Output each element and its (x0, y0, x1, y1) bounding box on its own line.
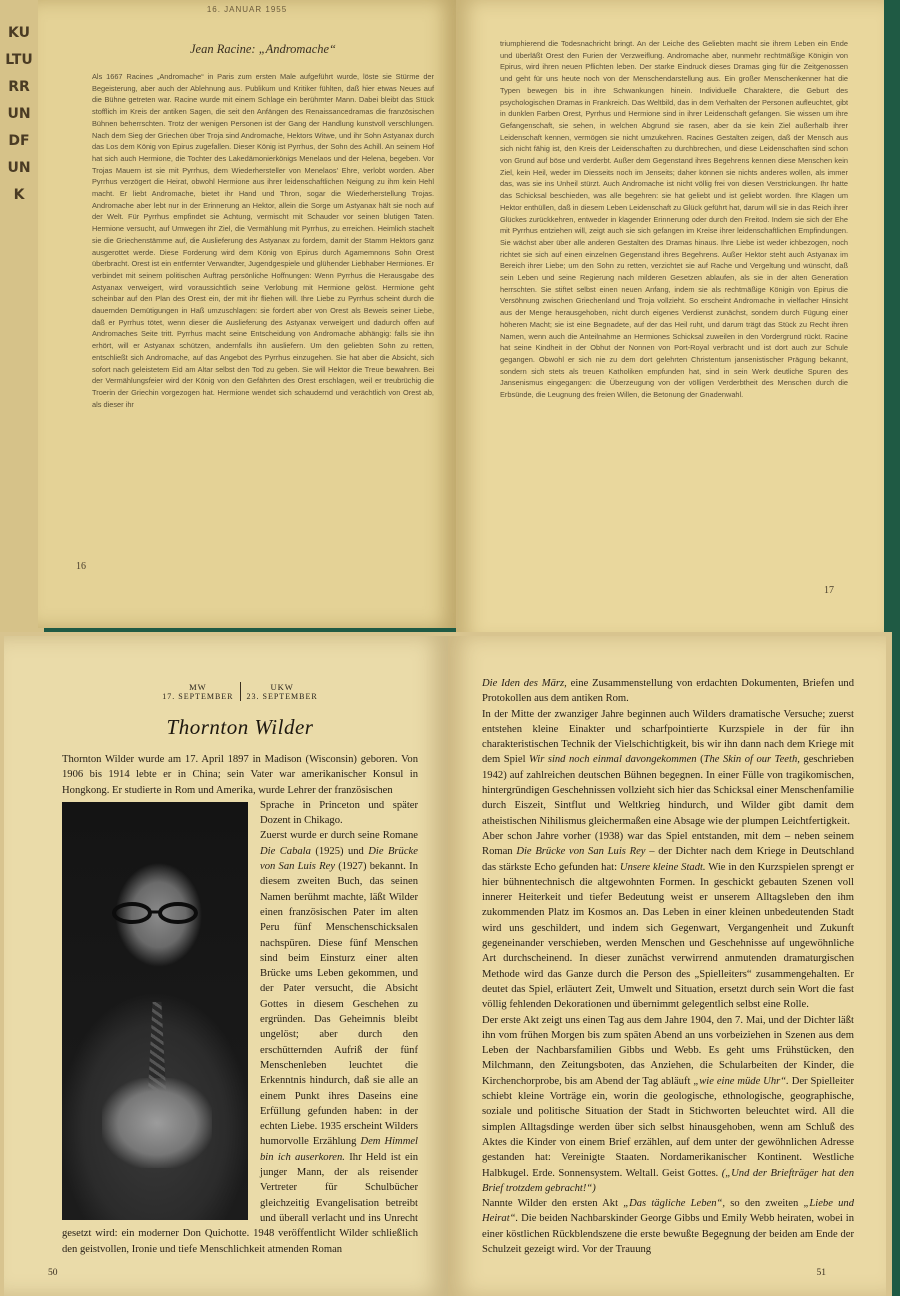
book-title: Wir sind noch einmal davongekommen (529, 754, 697, 766)
column-intro: Sprache in Princeton und später Dozent in Chikago. (260, 799, 418, 827)
book-title: Die Cabala (260, 845, 311, 857)
paragraph-iden-des-maerz (482, 676, 854, 707)
lead-paragraph: Thornton Wilder wurde am 17. April 1897 in Madison (Wisconsin) geboren. Von 1906 bis 1914 lebte er in China; sein Vater war amerikanischer Konsul in Hongkong. Er studierte in Rom und Amerika, wurde Lehrer der französischen (62, 754, 418, 796)
quote: „wie eine müde Uhr“. (693, 1075, 789, 1087)
text-run: Aber schon Jahre vorher (1938) war das Spiel entstanden, mit dem – neben seinem Roman (482, 830, 854, 858)
book-title: Unsere kleine Stadt. (619, 861, 706, 873)
text-run: (1927) bekannt. In diesem zweiten Buch, das seinen Namen berühmt machte, läßt Wilder einen französischen Pater im alten Peru fünf Menschenschicksalen nachspüren. Diese fünf Menschen sind beim Einsturz einer alten Brücke ums Leben gekommen, und der Pater versucht, die Absicht Gottes in diesem Geschehen zu ergründen. Das Geheimnis bleibt ungelöst; aber durch den erschütternden Aufriß der fünf Menschenleben leuchtet die Erkenntnis hindurch, daß sie alle an einem Punkt ihres Daseins eine Erfüllung gefunden haben: in der echten Liebe. 1935 erscheint Wilders humorvolle Erzählung (260, 861, 418, 1148)
text-run: In der Mitte der zwanziger Jahre beginnen auch Wilders dramatische Versuche; zuerst entstehen kleine Einakter und scharfpointierte Kurzspiele in der für ihn charakteristischen Technik der Vielschichtigkeit, bis wir ihn dann nach dem Kriege mit dem Spiel (482, 708, 854, 766)
book-title: Dem Himmel bin ich auserkoren. (260, 1136, 418, 1163)
quote: („Und der Briefträger hat den Brief trotzdem gebracht!“) (482, 1167, 854, 1194)
hands-shape (102, 1078, 212, 1168)
paragraph-kleine-stadt (482, 829, 854, 1013)
paragraph-dramas (482, 707, 854, 829)
quote: „Das tägliche Leben“, (623, 1198, 726, 1210)
page-number-16: 16 (76, 561, 86, 572)
text-run: Der erste Akt zeigt uns einen Tag aus dem Jahre 1904, den 7. Mai, und der Dichter läßt ihn vom frühen Morgen bis zum späten Abend an uns vorbeiziehen in Szenen aus dem Leben der Nachbarsfamilien Gibbs und Webb. Es geht ums Frühstücken, den Milchmann, den Zeitungsboten, das Anziehen, die Schularbeiten der Kinder, die Kirchenchorprobe, bis am Abend der Tag abläuft (482, 1014, 854, 1087)
article-text-page-16: Als 1667 Racines „Andromache“ in Paris zum ersten Male aufgeführt wurde, löste sie Stürme der Begeisterung, aber auch der Ablehnung aus. Publikum und Kritiker fühlten, daß hier etwas Neues auf die Bühne getreten war. Racine wurde mit einem Schlage ein berühmter Mann. Dabei bleibt das Stück stofflich im Kreis der antiken Sagen, die seit den Anfängen des Renaissancedramas die französischen Bühnen beherrschten. Trotz der wenigen Personen ist der Gang der Handlung kunstvoll verschlungen. Nach dem Sieg der Griechen über Troja sind Andromache, Hektors Witwe, und ihr Sohn Astyanax durch das Los dem König von Epirus zugefallen. Dieser König ist Pyrrhus, der Sohn des Achill. An seinem Hof hat sich auch Hermione, die Tochter des Lakedämonierkönigs Menelaos und der Helena, begeben. Vor Trojas Mauern ist sie mit Pyrrhus, dem Wiederhersteller von Menelaos' Ehre, verlobt worden. Aber Pyrrhus verzögert die Heirat, obwohl Hermione aus ihrer leidenschaftlichen Neigung zu ihm kein Hehl macht. Er liebt Andromache, bietet ihr Hand und Thron, sogar die Wiederherstellung Trojas. Andromache aber lebt nur in der Erinnerung an Hektor, allein die Sorge um Astyanax hält sie noch auf der Welt. Für Pyrrhus empfindet sie Achtung, vermischt mit Schauder vor seinen blutigen Taten. Hermione versucht, auf Umwegen ihr Ziel, die Vermählung mit Pyrrhus, zu erreichen. Heimlich stachelt sie die Griechenstämme auf, die Auslieferung des Astyanax zu fordern, damit der Stamm Hektors ganz ausgerottet werde. Diese Forderung wird dem König von Epirus durch Agamemnons Sohn Orest überbracht. Orest ist ein entfernter Verwandter, Jugendgespiele und glühender Liebhaber Hermiones. Er verbindet mit seinem politischen Auftrag persönliche Hoffnungen: Wenn Pyrrhus die Herausgabe des Astyanax verweigert, wird voraussichtlich seine Verlobung mit Hermione gelöst. Hermione geht scheinbar auf den Plan des Orest ein, der mit ihr fliehen will. Ihre Liebe zu Pyrrhus scheint durch die dauernden Demütigungen in Haß umzuschlagen: sie fordert aber von Orest als Beweis seiner Liebe, daß er Pyrrhus tötet, wenn dieser die Auslieferung des Astyanax verweigert und dadurch offen auf Andromaches Seite tritt. Pyrrhus macht seine Entscheidung von Andromache abhängig: falls sie ihn erhört, will er Astyanax schützen, andernfalls ihn ausliefern. Um den geliebten Sohn zu retten, entschließt sich Andromache, auf das Angebot des Pyrrhus einzugehen. Sie hat aber die Absicht, sich sofort nach geleistetem Eid am Altar selbst den Tod zu geben. Sie will Hektor die Treue bewahren. Bei der Vermählungsfeier wird der König von den Gefährten des Orest erschlagen, weil er treubrüchig die Troerin der Griechin vorgezogen hat. Hermione wendet sich schaudernd und verächtlich von Orest ab, als dieser ihr (92, 72, 434, 409)
text-run: Nannte Wilder den ersten Akt (482, 1198, 619, 1210)
paragraph-erster-akt (482, 1013, 854, 1197)
wilder-portrait-photo (62, 802, 248, 1220)
book-title: Die Brücke von San Luis Rey (516, 846, 646, 858)
text-run: Wie in den Kurzspielen sprengt er hier bühnentechnisch die altgewohnten Formen. In geschickt gebauten Szenen voll innerer Heiterkeit und tiefer Bedeutung weist er unserem Alltagsleben den ihm zukommenden Platz im Kosmos an. Das Leben in einer kleinen unbedeutenden Stadt wird uns geschildert, und indem sich Gegenwart, Vergangenheit und Zukunft gegeneinander verschieben, werden Menschen und Geschehnisse auf ungewöhnliche Art durchscheinend. In dieser zunächst verwirrend anmutenden dramaturgischen Methode wird das Ganze durch die Person des „Spielleiters“ zusammengehalten. Er deutet das Spiel, erläutert Zeit, Umwelt und Situation, ersetzt durch sein Wort die fast völlig fehlenden Dekorationen und übernimmt gelegentlich selbst eine Rolle. (482, 861, 854, 1011)
station-date: 23. SEPTEMBER (246, 692, 318, 701)
station-abbr: UKW (270, 682, 294, 692)
page-number-50: 50 (48, 1268, 58, 1278)
station-mw (156, 682, 239, 701)
article-title-wilder: Thornton Wilder (166, 715, 314, 739)
page-number-51: 51 (816, 1268, 826, 1278)
text-run: so den zweiten (730, 1198, 799, 1210)
text-run: – der Dichter nach dem Kriege in Deutschland das stärkste Echo gefunden hat: (482, 846, 854, 873)
text-run: Zuerst wurde er durch seine Romane (260, 830, 418, 842)
text-run: Die beiden Nachbarskinder George Gibbs und Emily Webb heiraten, wobei in einer köstlichen Rückblendszene die erste bewußte Begegnung der beiden am Ende der Schulzeit gezeigt wird. Vor der Trauung (482, 1213, 854, 1255)
page-50 (4, 636, 448, 1296)
text-with-portrait (62, 798, 418, 1257)
station-ukw (241, 682, 324, 701)
article-text-page-17: triumphierend die Todesnachricht bringt. An der Leiche des Geliebten macht sie ihrem Leben ein Ende und überläßt Orest den Furien der Verzweiflung. Andromache aber, nunmehr rechtmäßige Königin von Epirus, wird ihren neuen Pflichten leben. Der starke Eindruck dieses Dramas ging für die Zeitgenossen und geht für uns heute noch von der Menschendarstellung aus. Ein großer Menschenkenner hat die Typen bewegen bis in ihre Schwankungen hinein. Individuelle Charaktere, die Geburt des psychologischen Dramas in Frankreich. Das Weltbild, das in dem Verhalten der Personen aufleuchtet, gibt in dunklen Farben Orest, Pyrrhus und Hermione sind in ihrer Leidenschaft gefangen. Sie wissen um ihre Gefangenschaft, sie sehen, in welchen Abgrund sie rasen, aber da sie kein Ziel außerhalb ihrer Leidenschaft kennen, vermögen sie nicht umzukehren. Racines Gestalten zeigen, daß der Mensch aus sich nicht fähig ist, den Kreis der Leidenschaften zu durchbrechen, und diese Leidenschaften sind schon von Grund auf böse und verderbt. Außer dem Gegenstand ihres Begehrens kennen diese Menschen kein Ziel, kein Heil, weder im Diesseits noch im Jenseits; daher können sie nichts anderes wollen, als immer das, was sie ins Unheil stürzt. Auch Andromache ist nicht völlig frei von diesen Verstrickungen. Ihr hatte das Schicksal beschieden, was alle begehren: sie hat geliebt und ist geliebt worden. Ihre Klagen um Hektor enthüllen, daß in diesem Leben Leidenschaft zu Glück geführt hat, darum will sie in das Reich ihrer Glückes zurückkehren, entweder in klagender Erinnerung oder durch den Freitod. Indem sie sich der Ehe mit Pyrrhus entziehen will, zeigt auch sie sich gefangen im Kreise ihrer leidenschaftlichen Empfindungen. Sie wächst aber über alle anderen Gestalten des Dramas hinaus. Ihre Liebe ist weder ichbezogen, noch richtet sie sich auf einen einzelnen Gegenstand ihres Begehrens. Außer Hektor steht auch Astyanax im Bereich ihrer Liebe; um den Sohn zu retten, verzichtet sie auf Rache und Vergeltung und wünscht, daß sein Leben und seine Regierung nach milderen Gesetzen ablaufen, als sie in der alten Generation herrschten. Sie stiftet selbst einen neuen Anfang, indem sie als rechtmäßige Königin von Epirus die Versöhnung zwischen Griechenland und Troja vollzieht. So erscheint Andromache in vielfacher Hinsicht aus der Menge herausgehoben, nicht durch eigenes Verdienst zunächst, sondern durch Fügung einer höheren Macht; sie ist eine Begnadete, auf der das Heil ruht, und darum trägt das Stück zu Recht ihren Namen, wenn auch die Anteilnahme an Hermiones Schicksal zuweilen in den Vordergrund rückt. Racine hat seine Kindheit in der Obhut der Nonnen von Port-Royal verbracht und ist dort auch zur Schule gegangen. Obwohl er sich nie zu dem dort gelehrten Christentum jansenistischer Prägung bekannt, sondern sich stets als treuen Katholiken empfunden hat, sind in sein Werk deutliche Spuren des Jansenismus eingegangen: die Überzeugung von der völligen Verderbtheit des Menschen durch die Erbsünde, die Leugnung des freien Willen, die Betonung der Gnadenwahl. (500, 39, 848, 400)
page-17 (456, 0, 884, 642)
text-run: geschrieben 1942) auf zahlreichen deutschen Bühnen begegnen. In einer Fülle von tragikomischen, hintergründigen Geschehnissen vollzieht sich hier das Schicksal einer Menschenfamilie durch Eiszeit, Sintflut und Weltkrieg hindurch, und Wilder gibt damit dem atheistischen Nihilismus gleichermaßen eine Absage wie der plumpen Leichtfertigkeit. (482, 754, 854, 827)
text-run: eine Zusammenstellung von erdachten Dokumenten, Briefen und Protokollen aus dem antiken Rom. (482, 678, 854, 705)
page-51 (448, 636, 886, 1296)
quote: „Liebe und Heirat“. (482, 1198, 854, 1225)
text-run: ( (700, 754, 704, 766)
station-abbr: MW (189, 682, 207, 692)
page-16 (38, 0, 456, 628)
book-title: The Skin of our Teeth, (703, 754, 800, 766)
paragraph-zweiter-akt (482, 1196, 854, 1257)
text-run: Ihr Held ist ein junger Mann, der als reisender Vertreter für Schulbücher gleichzeitig Evangelisation betreibt und überall verlacht und ins Unrecht gesetzt wird: ein moderner Don Quichotte. 1948 veröffentlicht Wilder schließlich den geistvollen, Ironie und tiefe Menschlichkeit atmenden Roman (62, 1151, 418, 1255)
station-date: 17. SEPTEMBER (162, 692, 234, 701)
spine-title: KULTURRUNDFUNK (5, 25, 33, 203)
text-run: Der Spielleiter schiebt kleine Vorträge ein, worin die geologische, ethnologische, geographische, soziale und politische Situation der Stadt in Stichworten beleuchtet wird. All die simplen Alltagsdinge werden über sich selbst hinausgehoben, wenn am Schluß des Aktes die Kinder von einem Brief erzählen, auf dem unter der gewöhnlichen Adresse gestanden hat: Vereinigte Staaten. Nordamerikanischer Kontinent. Westliche Halbkugel. Erde. Sonnensystem. Weltall. Geist Gottes. (482, 1075, 854, 1179)
book-title: Die Iden des März, (482, 678, 567, 689)
text-run: (1925) und (315, 845, 364, 857)
article-title-racine: Jean Racine: „Andromache“ (189, 42, 337, 56)
page-number-17: 17 (824, 585, 834, 596)
broadcast-dates (62, 682, 418, 701)
glasses-shape (110, 902, 202, 924)
running-header: 16. JANUAR 1955 (206, 5, 288, 14)
book-title: Die Brücke von San Luis Rey (260, 845, 418, 873)
